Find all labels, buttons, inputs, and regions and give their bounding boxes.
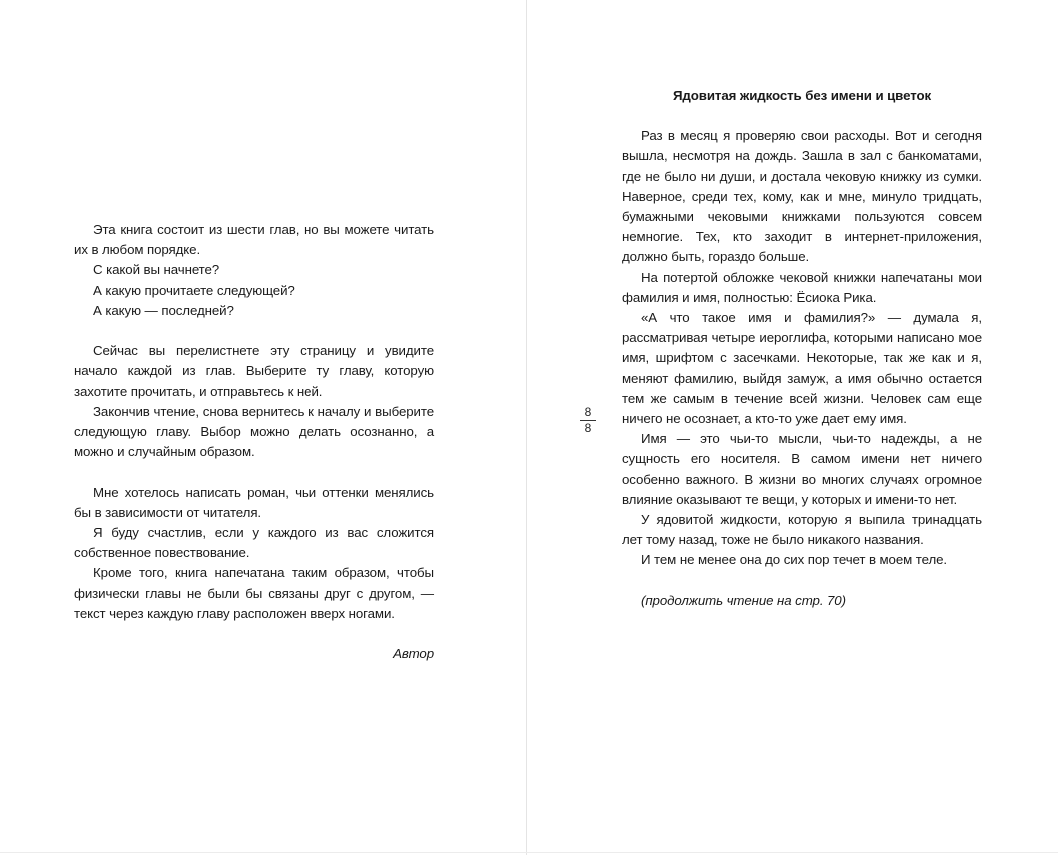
left-paragraph: Кроме того, книга напечатана таким образом, чтобы физически главы не были бы связаны друг с другом, — текст через каждую главу расположен вверх ногами.: [74, 565, 434, 621]
paragraph-gap: [74, 462, 434, 482]
right-paragraph: Имя — это чьи-то мысли, чьи-то надежды, а не сущность его носителя. В самом имени нет ничего особенно важного. В жизни во многих случаях огромное влияние оказывают те вещи, у которых и имени-то нет.: [622, 431, 982, 507]
page-number: [575, 406, 601, 435]
left-paragraph: А какую — последней?: [93, 302, 234, 318]
right-paragraph: «А что такое имя и фамилия?» — думала я, рассматривая четыре иероглифа, которыми написано мое имя, шрифтом с засечками. Некоторые, так же как и я, меняют фамилию, выйдя замуж, а имя обычно остается тем же самым в течение всей жизни. Человек сам еще ничего не осознает, а кто-то уже дает ему имя.: [622, 310, 982, 427]
paragraph-gap: [622, 571, 982, 591]
left-paragraph: С какой вы начнете?: [93, 262, 220, 278]
left-page: [74, 220, 434, 664]
continue-reading-note: (продолжить чтение на стр. 70): [641, 592, 846, 608]
right-paragraph: У ядовитой жидкости, которую я выпила тринадцать лет тому назад, тоже не было никакого названия.: [622, 512, 982, 548]
page-number-bottom: 8: [584, 421, 592, 435]
author-signature: Автор: [393, 646, 434, 662]
right-paragraph: На потертой обложке чековой книжки напечатаны мои фамилия и имя, полностью: Ёсиока Рика.: [622, 269, 982, 305]
right-page: [622, 86, 982, 611]
left-paragraph: Эта книга состоит из шести глав, но вы можете читать их в любом порядке.: [74, 222, 434, 258]
left-paragraph: Закончив чтение, снова вернитесь к началу и выберите следующую главу. Выбор можно делать осознанно, а можно и случайным образом.: [74, 403, 434, 460]
page-gutter: [526, 0, 527, 855]
left-paragraph: Мне хотелось написать роман, чьи оттенки менялись бы в зависимости от читателя.: [74, 484, 434, 520]
page-bottom-edge: [0, 852, 1058, 853]
paragraph-gap: [74, 624, 434, 644]
right-paragraph: И тем не менее она до сих пор течет в моем теле.: [641, 552, 948, 568]
page-number-top: 8: [584, 405, 592, 419]
chapter-title: Ядовитая жидкость без имени и цветок: [672, 88, 932, 103]
right-paragraph: Раз в месяц я проверяю свои расходы. Вот и сегодня вышла, несмотря на дождь. Зашла в зал с банкоматами, где не было ни души, и достала чековую книжку из сумки. Наверное, среди тех, кому, как и мне, минуло тридцать, бумажными чековыми книжками пользуются совсем немногие. Тех, кто заходит в интернет-приложения, должно быть, гораздо больше.: [622, 128, 982, 265]
paragraph-gap: [74, 321, 434, 341]
left-paragraph: Я буду счастлив, если у каждого из вас сложится собственное повествование.: [74, 525, 434, 561]
left-paragraph: Сейчас вы перелистнете эту страницу и увидите начало каждой из глав. Выберите ту главу, которую захотите прочитать, и отправьтесь к ней.: [74, 343, 434, 399]
left-paragraph: А какую прочитаете следующей?: [93, 282, 295, 298]
